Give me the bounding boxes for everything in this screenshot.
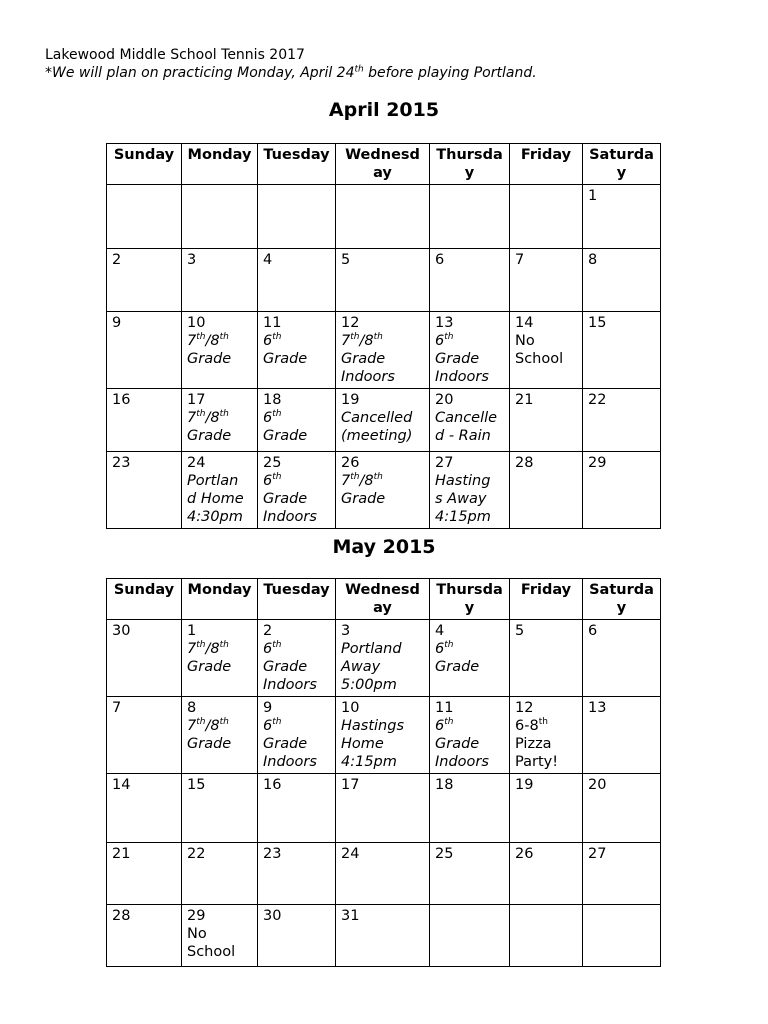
weekday-header: Saturday bbox=[583, 579, 661, 620]
weekday-header: Tuesday bbox=[258, 144, 336, 185]
day-cell bbox=[107, 452, 182, 529]
event-text: Grade bbox=[435, 351, 480, 367]
day-cell bbox=[430, 312, 510, 389]
day-number: 21 bbox=[515, 392, 534, 408]
day-cell bbox=[258, 452, 336, 529]
event-text: 6th bbox=[435, 332, 454, 349]
day-cell bbox=[510, 185, 583, 249]
day-cell bbox=[583, 389, 661, 452]
day-number: 5 bbox=[341, 252, 351, 268]
calendar-title-may: May 2015 bbox=[332, 536, 436, 558]
week-row bbox=[107, 389, 661, 452]
event-text: d - Rain bbox=[435, 428, 491, 444]
event-text: Grade bbox=[263, 351, 308, 367]
day-number: 15 bbox=[588, 315, 607, 331]
week-row bbox=[107, 774, 661, 843]
weekday-header: Thursday bbox=[430, 144, 510, 185]
day-cell bbox=[258, 774, 336, 843]
day-number: 5 bbox=[515, 623, 525, 639]
weekday-header: Sunday bbox=[107, 579, 182, 620]
day-number: 4 bbox=[435, 623, 445, 639]
week-row bbox=[107, 452, 661, 529]
day-number: 18 bbox=[263, 392, 282, 408]
day-number: 6 bbox=[588, 623, 598, 639]
day-number: 3 bbox=[341, 623, 351, 639]
event-text: School bbox=[515, 351, 564, 367]
week-row bbox=[107, 249, 661, 312]
note-text-after: before playing Portland. bbox=[363, 65, 537, 81]
document-header bbox=[45, 46, 537, 82]
day-number: 17 bbox=[187, 392, 206, 408]
event-text: 7th/8th bbox=[187, 332, 229, 349]
event-text: 5:00pm bbox=[341, 677, 397, 693]
event-text: Cancelle bbox=[435, 410, 498, 426]
day-number: 24 bbox=[187, 455, 206, 471]
day-number: 9 bbox=[263, 700, 273, 716]
day-cell bbox=[510, 312, 583, 389]
week-row bbox=[107, 843, 661, 905]
day-cell bbox=[510, 389, 583, 452]
day-cell bbox=[510, 249, 583, 312]
day-cell bbox=[107, 185, 182, 249]
event-text: Grade bbox=[263, 491, 308, 507]
day-cell bbox=[583, 620, 661, 697]
day-cell bbox=[430, 843, 510, 905]
event-text: 7th/8th bbox=[187, 409, 229, 426]
event-text: s Away bbox=[435, 491, 487, 507]
day-cell bbox=[510, 697, 583, 774]
event-text: Grade bbox=[435, 659, 480, 675]
weekday-header: Saturday bbox=[583, 144, 661, 185]
day-cell bbox=[182, 905, 258, 967]
day-cell bbox=[510, 843, 583, 905]
day-cell bbox=[258, 389, 336, 452]
day-cell bbox=[258, 905, 336, 967]
day-cell bbox=[336, 620, 430, 697]
event-text: Indoors bbox=[263, 677, 317, 693]
event-text: Indoors bbox=[263, 509, 317, 525]
day-number: 9 bbox=[112, 315, 122, 331]
day-number: 10 bbox=[341, 700, 360, 716]
event-text: Cancelled bbox=[341, 410, 413, 426]
day-number: 20 bbox=[435, 392, 454, 408]
day-cell bbox=[182, 843, 258, 905]
day-cell bbox=[258, 620, 336, 697]
day-cell bbox=[510, 620, 583, 697]
day-number: 15 bbox=[187, 777, 206, 793]
event-text: 6th bbox=[263, 717, 282, 734]
day-number: 31 bbox=[341, 908, 360, 924]
weekday-header: Sunday bbox=[107, 144, 182, 185]
day-number: 30 bbox=[263, 908, 282, 924]
day-cell bbox=[107, 843, 182, 905]
event-text: Indoors bbox=[341, 369, 395, 385]
day-cell bbox=[583, 774, 661, 843]
event-text: No bbox=[187, 926, 207, 942]
day-cell bbox=[336, 389, 430, 452]
day-number: 4 bbox=[263, 252, 273, 268]
event-text: Grade bbox=[187, 736, 232, 752]
event-text: Away bbox=[341, 659, 381, 675]
day-cell bbox=[182, 774, 258, 843]
week-row bbox=[107, 905, 661, 967]
event-text: (meeting) bbox=[341, 428, 413, 444]
event-text: 6th bbox=[263, 640, 282, 657]
day-cell bbox=[107, 249, 182, 312]
day-cell bbox=[107, 312, 182, 389]
event-text: Pizza bbox=[515, 736, 552, 752]
day-number: 13 bbox=[435, 315, 454, 331]
day-cell bbox=[336, 905, 430, 967]
event-text: Grade bbox=[263, 428, 308, 444]
day-cell bbox=[583, 905, 661, 967]
weekday-header: Wednesday bbox=[336, 579, 430, 620]
day-cell bbox=[258, 843, 336, 905]
day-cell bbox=[510, 774, 583, 843]
weekday-header-row bbox=[107, 579, 661, 620]
day-cell bbox=[430, 452, 510, 529]
event-text: Home bbox=[341, 736, 384, 752]
week-row bbox=[107, 312, 661, 389]
event-text: 6th bbox=[435, 640, 454, 657]
day-cell bbox=[336, 774, 430, 843]
event-text: 6th bbox=[263, 472, 282, 489]
day-cell bbox=[430, 774, 510, 843]
day-number: 24 bbox=[341, 846, 360, 862]
day-number: 2 bbox=[263, 623, 273, 639]
day-number: 8 bbox=[588, 252, 598, 268]
event-text: Party! bbox=[515, 754, 559, 770]
weekday-header: Monday bbox=[182, 144, 258, 185]
day-cell bbox=[510, 452, 583, 529]
weekday-header: Friday bbox=[510, 579, 583, 620]
event-text: Grade bbox=[341, 351, 386, 367]
day-cell bbox=[182, 389, 258, 452]
week-row bbox=[107, 185, 661, 249]
event-text: 7th/8th bbox=[187, 640, 229, 657]
header-title: Lakewood Middle School Tennis 2017 bbox=[45, 47, 305, 63]
event-text: 7th/8th bbox=[341, 332, 383, 349]
day-number: 22 bbox=[187, 846, 206, 862]
event-text: Hasting bbox=[435, 473, 491, 489]
event-text: 6th bbox=[435, 717, 454, 734]
day-number: 8 bbox=[187, 700, 197, 716]
day-number: 12 bbox=[515, 700, 534, 716]
day-cell bbox=[430, 389, 510, 452]
event-text: Indoors bbox=[435, 369, 489, 385]
day-cell bbox=[336, 452, 430, 529]
event-text: 7th/8th bbox=[187, 717, 229, 734]
day-number: 2 bbox=[112, 252, 122, 268]
day-cell bbox=[258, 312, 336, 389]
day-cell bbox=[336, 312, 430, 389]
day-number: 6 bbox=[435, 252, 445, 268]
day-cell bbox=[510, 905, 583, 967]
event-text: Portlan bbox=[187, 473, 239, 489]
day-number: 29 bbox=[588, 455, 607, 471]
day-cell bbox=[583, 843, 661, 905]
event-text: Grade bbox=[187, 659, 232, 675]
calendar-title-april: April 2015 bbox=[328, 99, 440, 121]
day-number: 16 bbox=[112, 392, 131, 408]
day-cell bbox=[583, 697, 661, 774]
event-text: Hastings bbox=[341, 718, 405, 734]
event-text: Grade bbox=[341, 491, 386, 507]
day-cell bbox=[336, 843, 430, 905]
day-number: 22 bbox=[588, 392, 607, 408]
event-text: 6th bbox=[263, 409, 282, 426]
day-number: 14 bbox=[515, 315, 534, 331]
day-cell bbox=[258, 697, 336, 774]
day-cell bbox=[182, 312, 258, 389]
day-cell bbox=[430, 697, 510, 774]
note-superscript: th bbox=[354, 64, 364, 75]
day-number: 14 bbox=[112, 777, 131, 793]
day-number: 26 bbox=[341, 455, 360, 471]
day-cell bbox=[182, 249, 258, 312]
day-number: 27 bbox=[435, 455, 454, 471]
day-number: 17 bbox=[341, 777, 360, 793]
day-number: 25 bbox=[435, 846, 454, 862]
event-text: 6-8th bbox=[515, 717, 548, 734]
day-cell bbox=[182, 697, 258, 774]
event-text: Indoors bbox=[435, 754, 489, 770]
event-text: Grade bbox=[187, 428, 232, 444]
day-number: 11 bbox=[263, 315, 282, 331]
event-text: School bbox=[187, 944, 236, 960]
event-text: 4:30pm bbox=[187, 509, 243, 525]
day-number: 16 bbox=[263, 777, 282, 793]
event-text: 4:15pm bbox=[435, 509, 491, 525]
day-number: 26 bbox=[515, 846, 534, 862]
event-text: 7th/8th bbox=[341, 472, 383, 489]
day-number: 12 bbox=[341, 315, 360, 331]
day-cell bbox=[107, 774, 182, 843]
day-number: 19 bbox=[515, 777, 534, 793]
day-number: 1 bbox=[187, 623, 197, 639]
event-text: 4:15pm bbox=[341, 754, 397, 770]
event-text: Indoors bbox=[263, 754, 317, 770]
day-cell bbox=[107, 620, 182, 697]
day-cell bbox=[107, 389, 182, 452]
week-row bbox=[107, 697, 661, 774]
day-cell bbox=[430, 249, 510, 312]
day-number: 29 bbox=[187, 908, 206, 924]
day-cell bbox=[258, 185, 336, 249]
day-number: 13 bbox=[588, 700, 607, 716]
calendar-table-april bbox=[106, 143, 661, 529]
weekday-header-row bbox=[107, 144, 661, 185]
day-number: 28 bbox=[112, 908, 131, 924]
day-cell bbox=[336, 185, 430, 249]
day-cell bbox=[182, 452, 258, 529]
day-cell bbox=[583, 185, 661, 249]
day-number: 23 bbox=[263, 846, 282, 862]
calendar-table-may bbox=[106, 578, 661, 967]
day-number: 21 bbox=[112, 846, 131, 862]
event-text: Grade bbox=[263, 659, 308, 675]
day-number: 18 bbox=[435, 777, 454, 793]
note-text-before: *We will plan on practicing Monday, April 24 bbox=[45, 65, 355, 81]
day-cell bbox=[583, 452, 661, 529]
day-number: 1 bbox=[588, 188, 598, 204]
weekday-header: Friday bbox=[510, 144, 583, 185]
day-cell bbox=[258, 249, 336, 312]
event-text: Grade bbox=[263, 736, 308, 752]
weekday-header: Tuesday bbox=[258, 579, 336, 620]
day-cell bbox=[182, 185, 258, 249]
day-cell bbox=[336, 249, 430, 312]
event-text: Grade bbox=[187, 351, 232, 367]
day-cell bbox=[583, 249, 661, 312]
week-row bbox=[107, 620, 661, 697]
day-cell bbox=[336, 697, 430, 774]
event-text: 6th bbox=[263, 332, 282, 349]
day-number: 27 bbox=[588, 846, 607, 862]
day-cell bbox=[182, 620, 258, 697]
day-cell bbox=[430, 905, 510, 967]
day-number: 19 bbox=[341, 392, 360, 408]
day-number: 28 bbox=[515, 455, 534, 471]
day-number: 3 bbox=[187, 252, 197, 268]
day-cell bbox=[430, 185, 510, 249]
day-cell bbox=[107, 905, 182, 967]
day-number: 7 bbox=[112, 700, 122, 716]
event-text: Portland bbox=[341, 641, 402, 657]
weekday-header: Wednesday bbox=[336, 144, 430, 185]
event-text: d Home bbox=[187, 491, 244, 507]
day-cell bbox=[107, 697, 182, 774]
day-number: 11 bbox=[435, 700, 454, 716]
header-note bbox=[45, 64, 537, 82]
day-number: 20 bbox=[588, 777, 607, 793]
event-text: No bbox=[515, 333, 535, 349]
day-number: 30 bbox=[112, 623, 131, 639]
weekday-header: Monday bbox=[182, 579, 258, 620]
event-text: Grade bbox=[435, 736, 480, 752]
day-cell bbox=[430, 620, 510, 697]
weekday-header: Thursday bbox=[430, 579, 510, 620]
day-number: 23 bbox=[112, 455, 131, 471]
day-number: 25 bbox=[263, 455, 282, 471]
day-cell bbox=[583, 312, 661, 389]
day-number: 10 bbox=[187, 315, 206, 331]
day-number: 7 bbox=[515, 252, 525, 268]
